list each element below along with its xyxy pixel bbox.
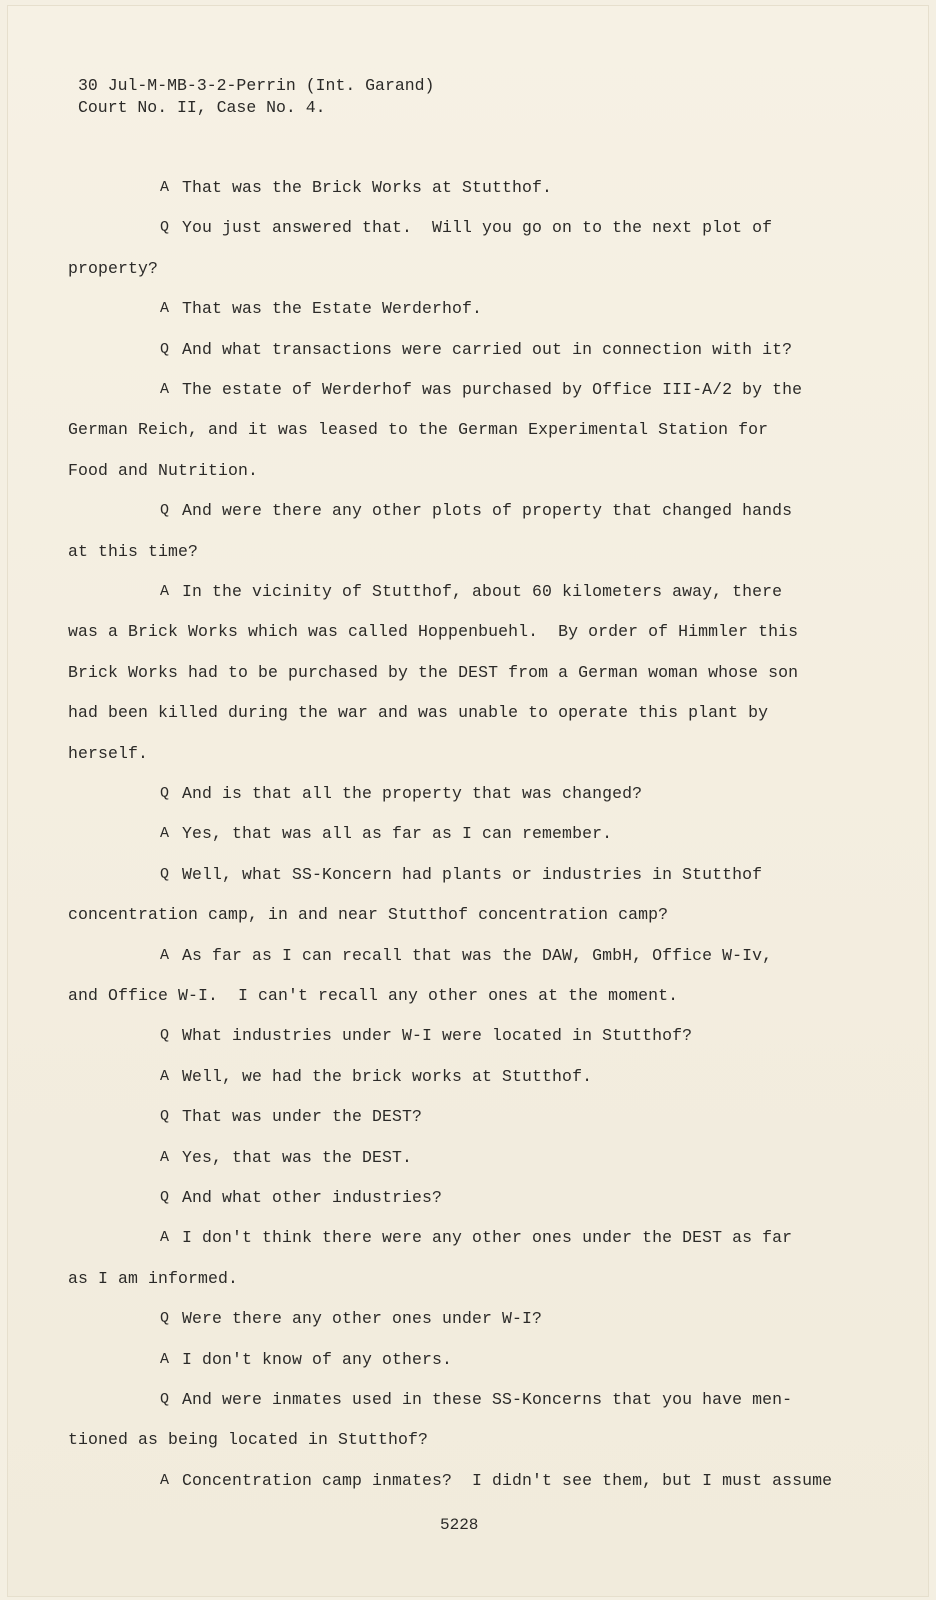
transcript-line: I don't think there were any other ones under the DEST as far [182,1228,793,1248]
transcript-line: I don't know of any others. [182,1349,453,1369]
transcript-line: Food and Nutrition. [68,460,259,480]
transcript-line: German Reich, and it was leased to the German Experimental Station for [68,420,769,440]
transcript-line: and Office W-I. I can't recall any other ones at the moment. [68,986,679,1005]
transcript-line: had been killed during the war and was unable to operate this plant by [68,703,769,723]
speaker-label: A [160,1067,170,1085]
speaker-label: Q [160,1027,170,1045]
transcript-line: And is that all the property that was changed? [182,784,643,803]
speaker-label: A [160,1148,170,1166]
speaker-label: A [160,1229,170,1247]
transcript-line: Were there any other ones under W-I? [182,1309,543,1329]
transcript-line: The estate of Werderhof was purchased by Office III-A/2 by the [182,380,803,399]
speaker-label: Q [160,785,170,802]
speaker-label: Q [160,1391,170,1408]
header-line-2: Court No. II, Case No. 4. [78,98,326,117]
speaker-label: Q [160,865,170,883]
speaker-label: Q [160,219,170,237]
transcript-line: Yes, that was the DEST. [182,1147,413,1167]
transcript-line: That was the Estate Werderhof. [182,299,483,319]
transcript-line: Concentration camp inmates? I didn't see them, but I must assume [182,1470,833,1490]
speaker-label: Q [160,340,170,358]
transcript-line: And were there any other plots of property that changed hands [182,501,793,521]
speaker-label: A [160,583,170,600]
transcript-line: And were inmates used in these SS-Koncerns that you have men- [182,1390,793,1409]
speaker-label: A [160,946,170,964]
speaker-label: A [160,179,170,196]
transcript-line: That was the Brick Works at Stutthof. [182,178,553,197]
speaker-label: Q [160,502,170,520]
transcript-line: Yes, that was all as far as I can remember. [182,824,613,844]
transcript-line: That was under the DEST? [182,1107,423,1127]
transcript-line: In the vicinity of Stutthof, about 60 kilometers away, there [182,582,783,601]
transcript-line: property? [68,258,159,278]
speaker-label: A [160,300,170,318]
transcript-line: Well, what SS-Koncern had plants or industries in Stutthof [182,864,763,884]
transcript-line: Well, we had the brick works at Stutthof. [182,1066,593,1086]
transcript-line: tioned as being located in Stutthof? [68,1430,429,1450]
speaker-label: A [160,1471,170,1489]
transcript-line: at this time? [68,541,199,561]
speaker-label: A [160,825,170,843]
transcript-line: was a Brick Works which was called Hoppenbuehl. By order of Himmler this [68,622,799,642]
transcript-line: herself. [68,743,149,763]
speaker-label: Q [160,1310,170,1328]
speaker-label: A [160,1350,170,1368]
transcript-line: You just answered that. Will you go on to the next plot of [182,218,773,238]
page-number: 5228 [440,1516,479,1534]
header-line-1: 30 Jul-M-MB-3-2-Perrin (Int. Garand) [78,76,435,95]
speaker-label: Q [160,1108,170,1126]
transcript-line: Brick Works had to be purchased by the DEST from a German woman whose son [68,662,799,682]
transcript-line: What industries under W-I were located in Stutthof? [182,1026,693,1046]
transcript-line: as I am informed. [68,1268,239,1288]
document-page [8,6,928,1596]
transcript-line: As far as I can recall that was the DAW, GmbH, Office W-Iv, [182,945,773,965]
transcript-line: concentration camp, in and near Stutthof concentration camp? [68,905,669,925]
transcript-line: And what transactions were carried out in connection with it? [182,339,793,359]
transcript-line: And what other industries? [182,1188,443,1207]
speaker-label: A [160,381,170,398]
speaker-label: Q [160,1189,170,1206]
